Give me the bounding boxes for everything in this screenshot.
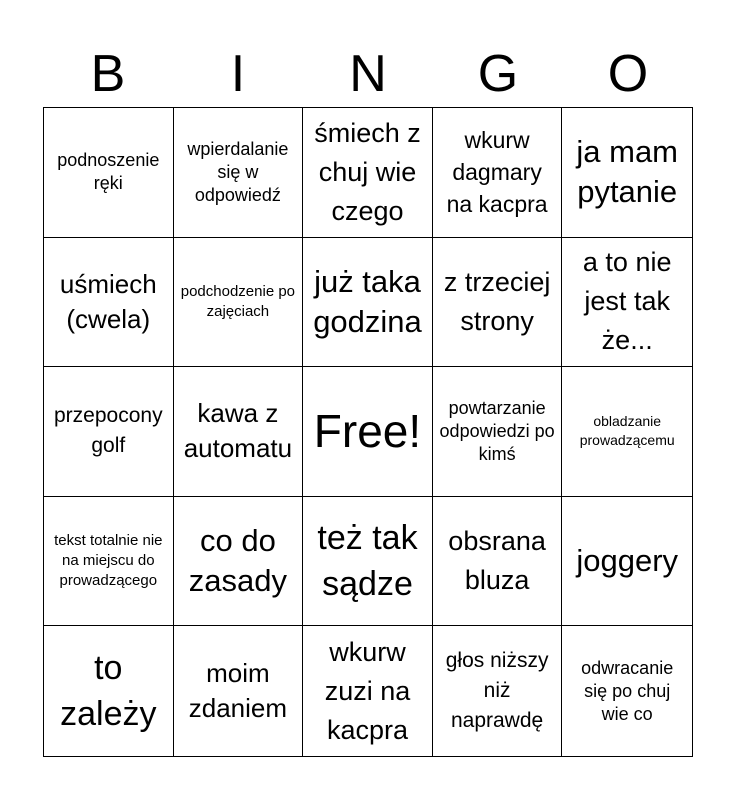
cell-text: a to nie jest tak że... xyxy=(582,247,672,356)
bingo-cell[interactable] xyxy=(174,626,304,756)
cell-text: wpierdalanie się w odpowiedź xyxy=(187,138,289,205)
cell-text: kawa z automatu xyxy=(183,398,293,464)
bingo-cell[interactable] xyxy=(433,238,563,368)
header-letter-i: I xyxy=(230,45,246,103)
cell-text: z trzeciej strony xyxy=(443,266,551,336)
cell-text: też tak sądze xyxy=(317,519,418,604)
bingo-cell[interactable] xyxy=(303,108,433,238)
bingo-cell[interactable] xyxy=(174,497,304,627)
cell-text: przepocony golf xyxy=(54,404,163,458)
bingo-cell[interactable] xyxy=(562,238,692,368)
bingo-cell[interactable] xyxy=(433,497,563,627)
bingo-cell[interactable] xyxy=(303,626,433,756)
cell-text: obsrana bluza xyxy=(448,526,546,596)
bingo-cell[interactable] xyxy=(174,367,304,497)
bingo-cell[interactable] xyxy=(562,367,692,497)
bingo-cell[interactable] xyxy=(44,367,174,497)
bingo-cell[interactable] xyxy=(562,497,692,627)
bingo-cell[interactable] xyxy=(562,626,692,756)
bingo-board xyxy=(43,107,693,757)
cell-text: już taka godzina xyxy=(313,263,422,339)
header-letter-o: O xyxy=(607,45,649,103)
free-space-text: Free! xyxy=(313,405,422,458)
bingo-cell[interactable] xyxy=(44,626,174,756)
free-space-cell[interactable] xyxy=(303,367,433,497)
bingo-cell[interactable] xyxy=(44,108,174,238)
bingo-cell[interactable] xyxy=(562,108,692,238)
cell-text: co do zasady xyxy=(188,523,287,599)
bingo-header xyxy=(43,40,693,108)
cell-text: obladzanie prowadzącemu xyxy=(579,413,675,449)
bingo-cell[interactable] xyxy=(303,497,433,627)
header-letter-b: B xyxy=(90,45,126,103)
bingo-cell[interactable] xyxy=(44,238,174,368)
cell-text: moim zdaniem xyxy=(188,658,288,724)
cell-text: wkurw zuzi na kacpra xyxy=(324,636,411,745)
bingo-cell[interactable] xyxy=(433,367,563,497)
bingo-cell[interactable] xyxy=(174,238,304,368)
header-letter-n: N xyxy=(349,45,387,103)
bingo-cell[interactable] xyxy=(44,497,174,627)
cell-text: podnoszenie ręki xyxy=(57,150,160,194)
cell-text: ja mam pytanie xyxy=(576,134,679,210)
cell-text: wkurw dagmary na kacpra xyxy=(446,127,548,218)
bingo-cell[interactable] xyxy=(433,626,563,756)
cell-text: śmiech z chuj wie czego xyxy=(314,117,421,226)
cell-text: uśmiech (cwela) xyxy=(59,268,157,334)
bingo-cell[interactable] xyxy=(433,108,563,238)
header-letter-g: G xyxy=(477,45,519,103)
cell-text: odwracanie się po chuj wie co xyxy=(581,657,674,724)
bingo-cell[interactable] xyxy=(303,238,433,368)
cell-text: tekst totalnie nie na miejscu do prowadzącego xyxy=(54,532,163,590)
bingo-cell[interactable] xyxy=(174,108,304,238)
cell-text: powtarzanie odpowiedzi po kimś xyxy=(439,397,555,464)
cell-text: to zależy xyxy=(60,649,157,734)
cell-text: podchodzenie po zajęciach xyxy=(180,282,296,320)
cell-text: joggery xyxy=(576,543,679,579)
cell-text: głos niższy niż naprawdę xyxy=(445,649,549,733)
